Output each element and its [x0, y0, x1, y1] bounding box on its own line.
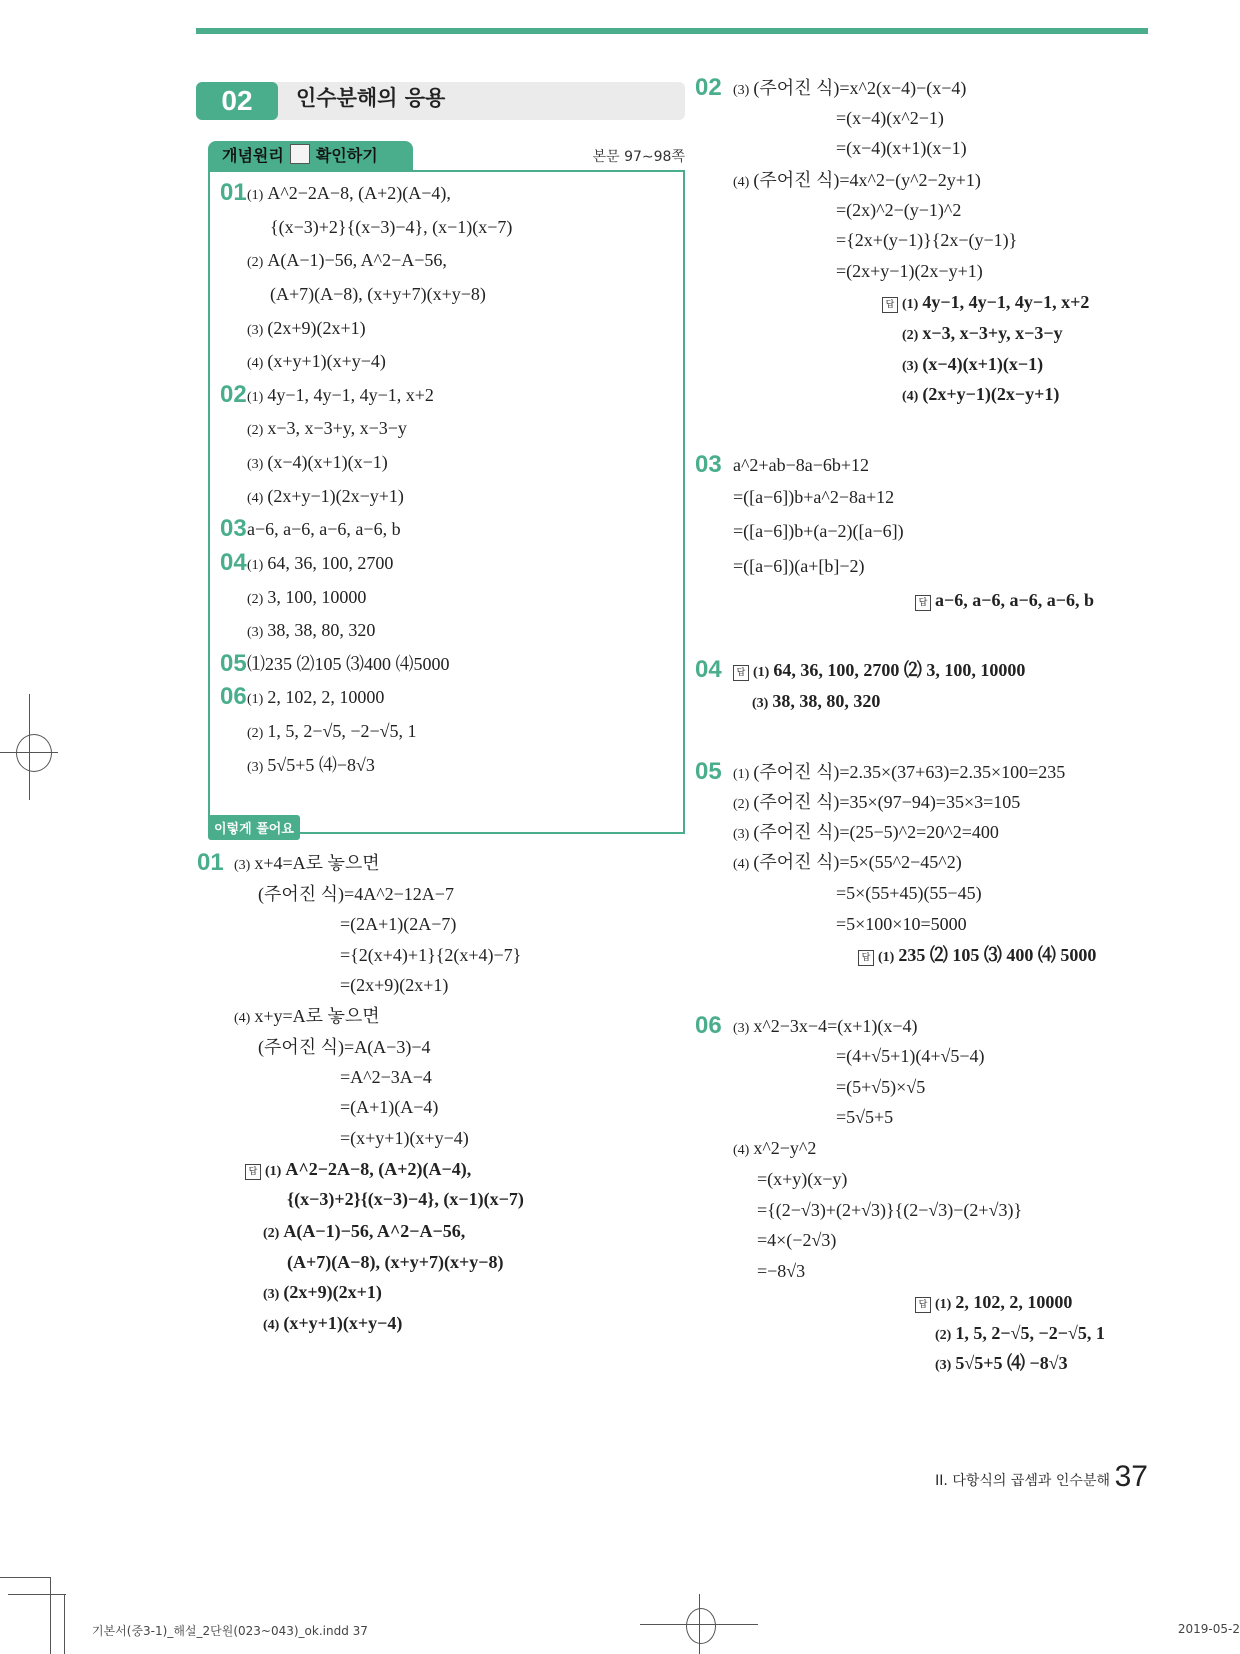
solution-line: [733, 760, 1065, 787]
solution-line: [836, 106, 944, 130]
math-text: {(x−3)+2}{(x−3)−4}, (x−1)(x−7): [287, 1189, 524, 1209]
solution-line: [287, 1250, 504, 1274]
solution-line: [247, 719, 417, 746]
sub-label: (1): [753, 665, 770, 680]
solution-line: [247, 618, 375, 645]
math-text: (x+y+1)(x+y−4): [267, 351, 386, 371]
sub-label: (2): [902, 328, 919, 343]
math-text: A(A−1)−56, A^2−A−56,: [283, 1221, 466, 1241]
problem-number: 04: [695, 656, 722, 683]
sub-label: (2): [263, 1226, 280, 1241]
solution-line: [935, 1321, 1105, 1348]
solution-line: [340, 1065, 432, 1089]
problem-number: 04: [220, 549, 247, 576]
solution-line: [234, 1004, 380, 1031]
math-text: =(2x+9)(2x+1): [340, 975, 449, 995]
solution-line: [836, 912, 967, 936]
math-text: a^2+ab−8a−6b+12: [733, 455, 870, 475]
math-text: A^2−2A−8, (A+2)(A−4),: [267, 183, 451, 203]
math-text: {(x−3)+2}{(x−3)−4}, (x−1)(x−7): [270, 217, 513, 237]
solution-line: [247, 517, 401, 541]
sub-label: (3): [902, 359, 919, 374]
sub-label: (3): [247, 457, 264, 472]
solution-line: [902, 321, 1063, 348]
solution-line: [247, 181, 451, 208]
sub-label: (4): [234, 1011, 251, 1026]
math-text: 64, 36, 100, 2700 ⑵ 3, 100, 10000: [773, 660, 1026, 680]
math-text: ={2(x+4)+1}{2(x+4)−7}: [340, 945, 522, 965]
solution-line: [733, 519, 904, 543]
solution-line: [247, 685, 384, 712]
sub-label: (4): [733, 175, 750, 190]
registration-circle: [16, 734, 52, 772]
math-text: x^2−y^2: [753, 1138, 817, 1158]
math-text: 64, 36, 100, 2700: [267, 553, 394, 573]
solution-line: [247, 753, 375, 780]
answer-mark-icon: 답: [245, 1164, 261, 1180]
solution-line: [270, 215, 512, 239]
sub-label: (2): [247, 423, 264, 438]
problem-number: 06: [695, 1012, 722, 1039]
math-text: =(A+1)(A−4): [340, 1097, 439, 1117]
crop-mark: [0, 1577, 50, 1578]
solution-line: [263, 1219, 465, 1246]
sub-label: (3): [935, 1358, 952, 1373]
problem-number: 01: [220, 179, 247, 206]
math-text: (주어진 식)=2.35×(37+63)=2.35×100=235: [753, 762, 1066, 782]
answer-mark-icon: 답: [915, 1297, 931, 1313]
solution-line: [247, 551, 393, 578]
math-text: =(5+√5)×√5: [836, 1077, 926, 1097]
sub-label: (3): [752, 696, 769, 711]
solution-line: [263, 1280, 382, 1307]
math-text: (x+y+1)(x+y−4): [283, 1313, 403, 1333]
solution-line: [733, 1136, 816, 1163]
solution-line: [902, 382, 1059, 409]
math-text: =(4+√5+1)(4+√5−4): [836, 1046, 985, 1066]
math-text: =(x+y+1)(x+y−4): [340, 1128, 469, 1148]
math-text: (주어진 식)=4A^2−12A−7: [258, 884, 454, 904]
math-text: =(2A+1)(2A−7): [340, 914, 457, 934]
solution-line: [247, 484, 404, 511]
math-text: 5√5+5 ⑷−8√3: [267, 755, 375, 775]
solution-line: [340, 1095, 438, 1119]
solution-line: [234, 851, 380, 878]
math-text: (A+7)(A−8), (x+y+7)(x+y−8): [287, 1252, 504, 1272]
sub-label: (4): [902, 389, 919, 404]
slug-filename: 기본서(중3-1)_해설_2단원(023~043)_ok.indd 37: [92, 1624, 368, 1638]
math-text: (주어진 식)=4x^2−(y^2−2y+1): [753, 170, 981, 190]
solution-line: [757, 1228, 836, 1252]
solution-line: [287, 1187, 524, 1211]
sub-label: (2): [935, 1328, 952, 1343]
math-text: =4×(−2√3): [757, 1230, 837, 1250]
math-text: (주어진 식)=5×(55^2−45^2): [753, 852, 962, 872]
answer-line: [733, 658, 1025, 685]
answer-line: [245, 1157, 471, 1184]
solution-line: [757, 1198, 1022, 1222]
solution-line: [340, 973, 448, 997]
sub-label: (1): [247, 692, 264, 707]
problem-number: 01: [197, 849, 224, 876]
sub-label: (3): [733, 1021, 750, 1036]
concept-tab-right: 확인하기: [315, 146, 378, 165]
solution-line: [902, 352, 1043, 379]
solution-line: [733, 76, 966, 103]
problem-number: 02: [220, 381, 247, 408]
math-text: (2x+y−1)(2x−y+1): [922, 384, 1060, 404]
solution-line: [247, 585, 366, 612]
math-text: 1, 5, 2−√5, −2−√5, 1: [955, 1323, 1105, 1343]
math-text: x^2−3x−4=(x+1)(x−4): [753, 1016, 918, 1036]
sub-label: (1): [935, 1297, 952, 1312]
solution-line: [836, 881, 982, 905]
sub-label: (1): [733, 767, 750, 782]
solution-line: [836, 136, 967, 160]
solution-line: [258, 882, 454, 906]
math-text: x+4=A로 놓으면: [254, 853, 380, 873]
math-text: =5×100×10=5000: [836, 914, 967, 934]
solution-line: [733, 485, 894, 509]
sub-label: (3): [247, 625, 264, 640]
solution-line: [752, 689, 880, 716]
math-text: (주어진 식)=35×(97−94)=35×3=105: [753, 792, 1021, 812]
math-text: =([a−6])(a+[b]−2): [733, 556, 865, 576]
math-text: =(x−4)(x^2−1): [836, 108, 944, 128]
solution-line: [247, 383, 434, 410]
solution-line: [258, 1035, 430, 1059]
math-text: ={(2−√3)+(2+√3)}{(2−√3)−(2+√3)}: [757, 1200, 1023, 1220]
sub-label: (2): [733, 797, 750, 812]
solution-line: [733, 1014, 918, 1041]
problem-number: 05: [695, 758, 722, 785]
sub-label: (3): [247, 323, 264, 338]
solution-line: [733, 453, 869, 477]
answer-line: [915, 588, 1094, 612]
math-text: =(2x+y−1)(2x−y+1): [836, 261, 983, 281]
answer-mark-icon: 답: [915, 595, 931, 611]
registration-circle: [686, 1608, 716, 1644]
answer-mark-icon: 답: [882, 297, 898, 313]
solution-line: [247, 316, 366, 343]
solution-line: [836, 1044, 985, 1068]
math-text: 4y−1, 4y−1, 4y−1, x+2: [922, 292, 1090, 312]
problem-number: 03: [695, 451, 722, 478]
solution-line: [836, 1075, 925, 1099]
math-text: =([a−6])b+(a−2)([a−6]): [733, 521, 904, 541]
math-text: 38, 38, 80, 320: [772, 691, 881, 711]
solution-line: [836, 1105, 893, 1129]
answer-line: [858, 943, 1096, 970]
math-text: a−6, a−6, a−6, a−6, b: [935, 590, 1095, 610]
solution-line: [247, 248, 447, 275]
math-text: a−6, a−6, a−6, a−6, b: [247, 519, 401, 539]
solution-line: [247, 652, 450, 676]
math-text: 1, 5, 2−√5, −2−√5, 1: [267, 721, 417, 741]
math-text: =5×(55+45)(55−45): [836, 883, 982, 903]
math-text: 2, 102, 2, 10000: [955, 1292, 1073, 1312]
math-text: (주어진 식)=(25−5)^2=20^2=400: [753, 822, 999, 842]
math-text: =−8√3: [757, 1261, 806, 1281]
sub-label: (4): [247, 356, 264, 371]
math-text: 4y−1, 4y−1, 4y−1, x+2: [267, 385, 434, 405]
slug-date: 2019-05-2: [1177, 1622, 1240, 1636]
math-text: x+y=A로 놓으면: [254, 1006, 380, 1026]
solution-line: [247, 416, 407, 443]
solution-line: [270, 282, 486, 306]
math-text: (2x+y−1)(2x−y+1): [267, 486, 404, 506]
solution-line: [757, 1167, 847, 1191]
solution-line: [733, 820, 999, 847]
solution-badge: 이렇게 풀어요: [208, 815, 300, 840]
math-text: 5√5+5 ⑷ −8√3: [955, 1353, 1068, 1373]
solution-line: [263, 1311, 402, 1338]
math-text: x−3, x−3+y, x−3−y: [922, 323, 1063, 343]
math-text: =5√5+5: [836, 1107, 894, 1127]
sub-label: (4): [247, 491, 264, 506]
sub-label: (3): [733, 83, 750, 98]
solution-line: [247, 450, 388, 477]
sub-label: (3): [234, 858, 251, 873]
sub-label: (1): [878, 950, 895, 965]
solution-line: [733, 554, 865, 578]
notebook-icon: [290, 144, 310, 164]
sub-label: (3): [733, 827, 750, 842]
math-text: 235 ⑵ 105 ⑶ 400 ⑷ 5000: [898, 945, 1097, 965]
sub-label: (2): [247, 726, 264, 741]
sub-label: (1): [247, 558, 264, 573]
problem-number: 05: [220, 650, 247, 677]
math-text: (주어진 식)=A(A−3)−4: [258, 1037, 431, 1057]
math-text: =(2x)^2−(y−1)^2: [836, 200, 962, 220]
math-text: =([a−6])b+a^2−8a+12: [733, 487, 895, 507]
sub-label: (2): [247, 255, 264, 270]
math-text: (주어진 식)=x^2(x−4)−(x−4): [753, 78, 967, 98]
solution-line: [340, 912, 456, 936]
solution-line: [340, 1126, 469, 1150]
solution-line: [757, 1259, 805, 1283]
math-text: (2x+9)(2x+1): [267, 318, 366, 338]
math-text: (2x+9)(2x+1): [283, 1282, 382, 1302]
page-number: 37: [1114, 1460, 1148, 1493]
sub-label: (2): [247, 592, 264, 607]
top-rule: [196, 28, 1148, 34]
solution-line: [935, 1351, 1068, 1378]
sub-label: (4): [733, 857, 750, 872]
sub-label: (1): [247, 188, 264, 203]
math-text: (x−4)(x+1)(x−1): [267, 452, 388, 472]
problem-number: 03: [220, 515, 247, 542]
solution-line: [340, 943, 521, 967]
sub-label: (1): [902, 297, 919, 312]
concept-tab-left: 개념원리: [222, 146, 284, 165]
math-text: 38, 38, 80, 320: [267, 620, 376, 640]
math-text: ={2x+(y−1)}{2x−(y−1)}: [836, 230, 1018, 250]
math-text: ⑴235 ⑵105 ⑶400 ⑷5000: [247, 654, 450, 674]
solution-line: [836, 259, 983, 283]
problem-number: 02: [695, 74, 722, 101]
math-text: A^2−2A−8, (A+2)(A−4),: [285, 1159, 472, 1179]
solution-line: [733, 850, 962, 877]
math-text: (x−4)(x+1)(x−1): [922, 354, 1044, 374]
math-text: =A^2−3A−4: [340, 1067, 432, 1087]
sub-label: (1): [265, 1164, 282, 1179]
math-text: 2, 102, 2, 10000: [267, 687, 385, 707]
sub-label: (3): [263, 1287, 280, 1302]
math-text: A(A−1)−56, A^2−A−56,: [267, 250, 447, 270]
sub-label: (1): [247, 390, 264, 405]
concept-tab: [208, 141, 413, 171]
answer-line: [882, 290, 1089, 317]
section-title: 인수분해의 응용: [296, 86, 446, 110]
math-text: =(x−4)(x+1)(x−1): [836, 138, 967, 158]
sub-label: (4): [733, 1143, 750, 1158]
answer-mark-icon: 답: [858, 950, 874, 966]
solution-line: [733, 168, 981, 195]
solution-line: [733, 790, 1020, 817]
problem-number: 06: [220, 683, 247, 710]
page-reference: 본문 97∼98쪽: [592, 149, 685, 165]
math-text: 3, 100, 10000: [267, 587, 367, 607]
solution-line: [836, 228, 1017, 252]
solution-line: [836, 198, 961, 222]
section-number: 02: [196, 82, 278, 120]
math-text: x−3, x−3+y, x−3−y: [267, 418, 407, 438]
math-text: =(x+y)(x−y): [757, 1169, 848, 1189]
crop-mark: [64, 1594, 65, 1654]
footer-chapter: II. 다항식의 곱셈과 인수분해: [935, 1473, 1110, 1489]
sub-label: (3): [247, 760, 264, 775]
crop-mark: [8, 1594, 66, 1595]
math-text: (A+7)(A−8), (x+y+7)(x+y−8): [270, 284, 486, 304]
answer-line: [915, 1290, 1072, 1317]
solution-line: [247, 349, 386, 376]
answer-mark-icon: 답: [733, 665, 749, 681]
crop-mark: [50, 1577, 51, 1654]
sub-label: (4): [263, 1318, 280, 1333]
